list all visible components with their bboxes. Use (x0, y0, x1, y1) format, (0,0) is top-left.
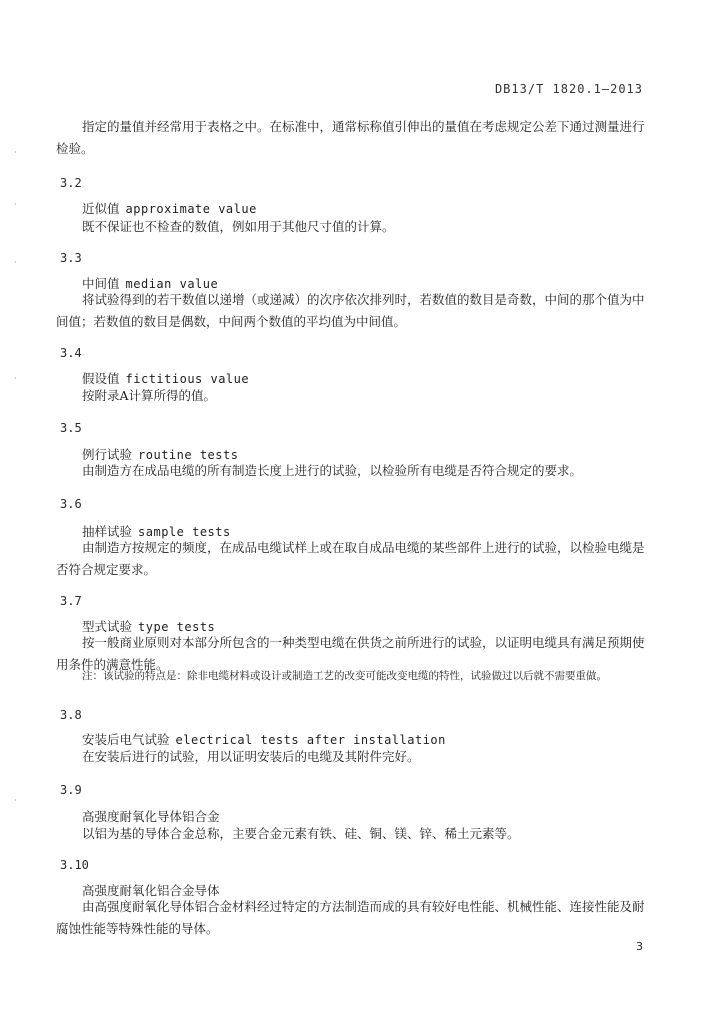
term-en: type tests (138, 620, 216, 634)
term-cn: 抽样试验 (82, 524, 133, 539)
scan-speck: · (14, 374, 17, 383)
term-en: fictitious value (125, 372, 250, 386)
term-definition: 由高强度耐氧化导体铝合金材料经过特定的方法制造而成的具有较好电性能、机械性能、连接性能及耐腐蚀性能等特殊性能的导体。 (56, 899, 645, 936)
scan-speck: · (14, 796, 17, 805)
section-number: 3.2 (60, 176, 82, 190)
section-number: 3.10 (60, 858, 89, 872)
term-cn: 型式试验 (82, 619, 133, 634)
term-cn: 例行试验 (82, 447, 133, 462)
term-en: approximate value (125, 202, 257, 216)
term-en: median value (125, 277, 219, 291)
term-en: electrical tests after installation (175, 733, 446, 747)
section-number: 3.6 (60, 497, 82, 511)
term-cn: 假设值 (82, 371, 120, 386)
intro-paragraph: 指定的量值并经常用于表格之中。在标准中，通常标称值引伸出的量值在考虑规定公差下通过测量进行检验。 (56, 119, 645, 156)
term-cn: 高强度耐氧化导体铝合金 (82, 809, 220, 824)
term-definition: 按附录A计算所得的值。 (82, 388, 217, 403)
term-note: 注：该试验的特点是：除非电缆材料或设计或制造工艺的改变可能改变电缆的特性，试验做过以后就不需要重做。 (82, 670, 607, 682)
term-cn: 高强度耐氧化铝合金导体 (82, 883, 220, 898)
term-definition: 在安装后进行的试验，用以证明安装后的电缆及其附件完好。 (82, 749, 420, 764)
term-definition: 以铝为基的导体合金总称，主要合金元素有铁、硅、铜、镁、锌、稀土元素等。 (82, 826, 520, 841)
scan-speck: · (14, 200, 17, 209)
section-number: 3.5 (60, 421, 82, 435)
section-number: 3.8 (60, 708, 82, 722)
term-definition: 由制造方在成品电缆的所有制造长度上进行的试验，以检验所有电缆是否符合规定的要求。 (82, 463, 583, 478)
term-definition: 按一般商业原则对本部分所包含的一种类型电缆在供货之前所进行的试验，以证明电缆具有满足预期使用条件的满意性能。 (56, 635, 645, 672)
standard-code: DB13/T 1820.1—2013 (494, 82, 643, 96)
term-cn: 中间值 (82, 276, 120, 291)
section-number: 3.9 (60, 783, 82, 797)
term-cn: 近似值 (82, 201, 120, 216)
scan-speck: · (14, 258, 17, 267)
term-en: sample tests (138, 525, 231, 539)
page-number: 3 (636, 940, 643, 953)
section-number: 3.7 (60, 594, 82, 608)
term-definition: 既不保证也不检查的数值，例如用于其他尺寸值的计算。 (82, 219, 395, 234)
term-definition: 将试验得到的若干数值以递增（或递减）的次序依次排列时，若数值的数目是奇数，中间的那个值为中间值；若数值的数目是偶数，中间两个数值的平均值为中间值。 (56, 292, 645, 329)
term-cn: 安装后电气试验 (82, 732, 170, 747)
section-number: 3.4 (60, 346, 82, 360)
section-number: 3.3 (60, 251, 82, 265)
term-definition: 由制造方按规定的频度，在成品电缆试样上或在取自成品电缆的某些部件上进行的试验，以检验电缆是否符合规定要求。 (56, 540, 645, 577)
term-en: routine tests (138, 448, 239, 462)
scan-speck: · (14, 148, 17, 157)
